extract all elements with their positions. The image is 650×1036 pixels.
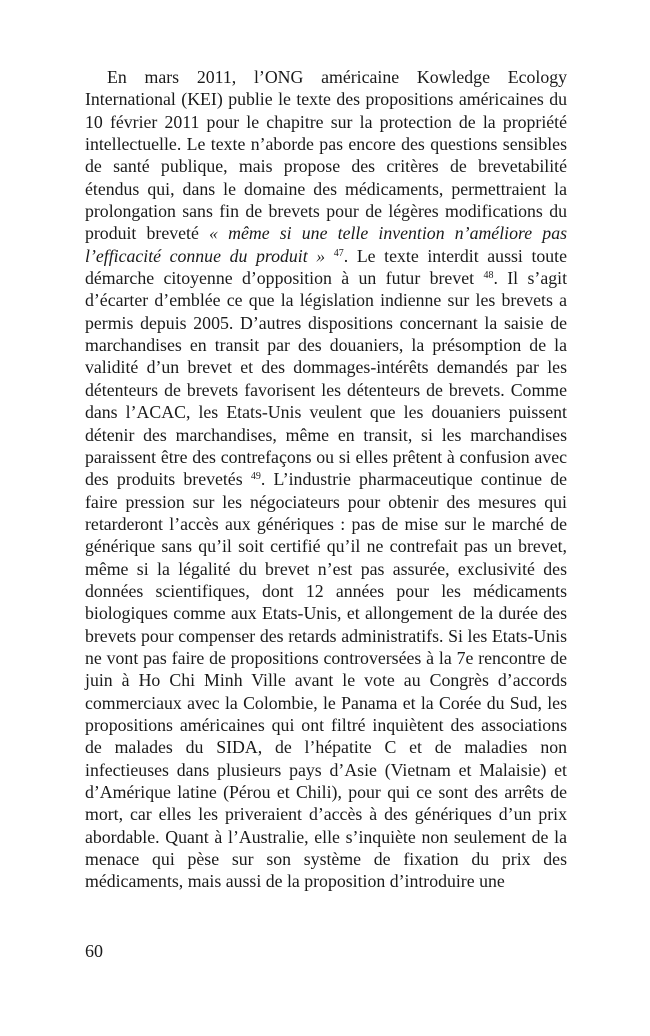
- text-segment: . L’industrie pharmaceutique continue de faire pression sur les négociateurs pour obtenir des mesures qui retarderont l’accès aux génériques : pas de mise sur le marché de générique sans qu’il soit certifié qu’il ne contrefait pas un brevet, même si la légalité du brevet n’est pas assurée, exclusivité des données scientifiques, dont 12 années pour les médicaments biologiques comme aux Etats-Unis, et allongement de la durée des brevets pour compenser des retards administratifs. Si les Etats-Unis ne vont pas faire de propositions controversées à la 7e rencontre de juin à Ho Chi Minh Ville avant le vote au Congrès d’accords commerciaux avec la Colombie, le Panama et la Corée du Sud, les propositions américaines qui ont filtré inquiètent des associations de malades du SIDA, de l’hépatite C et de maladies non infectieuses dans plusieurs pays d’Asie (Vietnam et Malaisie) et d’Amérique latine (Pérou et Chili), pour qui ce sont des arrêts de mort, car elles les priveraient d’accès à des génériques d’un prix abordable. Quant à l’Australie, elle s’inquiète non seulement de la menace qui pèse sur son système de fixation du prix des médicaments, mais aussi de la proposition d’introduire une: [85, 469, 567, 892]
- body-paragraph: [85, 66, 567, 893]
- text-segment: En mars 2011, l’ONG américaine Kowledge Ecology International (KEI) publie le texte des propositions américaines du 10 février 2011 pour le chapitre sur la protection de la propriété intellectuelle. Le texte n’aborde pas encore des questions sensibles de santé publique, mais propose des critères de brevetabilité étendus qui, dans le domaine des médicaments, permettraient la prolongation sans fin de brevets pour de légères modifications du produit breveté: [85, 67, 567, 244]
- footnote-ref[interactable]: 49: [250, 471, 261, 483]
- page-body: [85, 66, 567, 893]
- text-segment: . Le texte interdit aussi toute démarche citoyenne d’opposition à un futur brevet: [85, 245, 567, 289]
- footnote-ref[interactable]: 48: [483, 270, 494, 282]
- quoted-phrase: « même si une telle invention n’améliore pas l’efficacité connue du produit »: [85, 223, 568, 266]
- page-number: 60: [85, 941, 103, 961]
- text-segment: . Il s’agit d’écarter d’emblée ce que la législation indienne sur les brevets a permis depuis 2005. D’autres dispositions concernant la saisie de marchandises en transit par des douaniers, la présomption de la validité d’un brevet et des dommages-intérêts demandés par les détenteurs de brevets favorisent les détenteurs de brevets. Comme dans l’ACAC, les Etats-Unis veulent que les douaniers puissent détenir des marchandises, même en transit, si les marchandises paraissent être des contrefaçons ou si elles prêtent à confusion avec des produits brevetés: [85, 268, 568, 490]
- footnote-ref[interactable]: 47: [333, 247, 344, 259]
- text-segment: [325, 246, 334, 266]
